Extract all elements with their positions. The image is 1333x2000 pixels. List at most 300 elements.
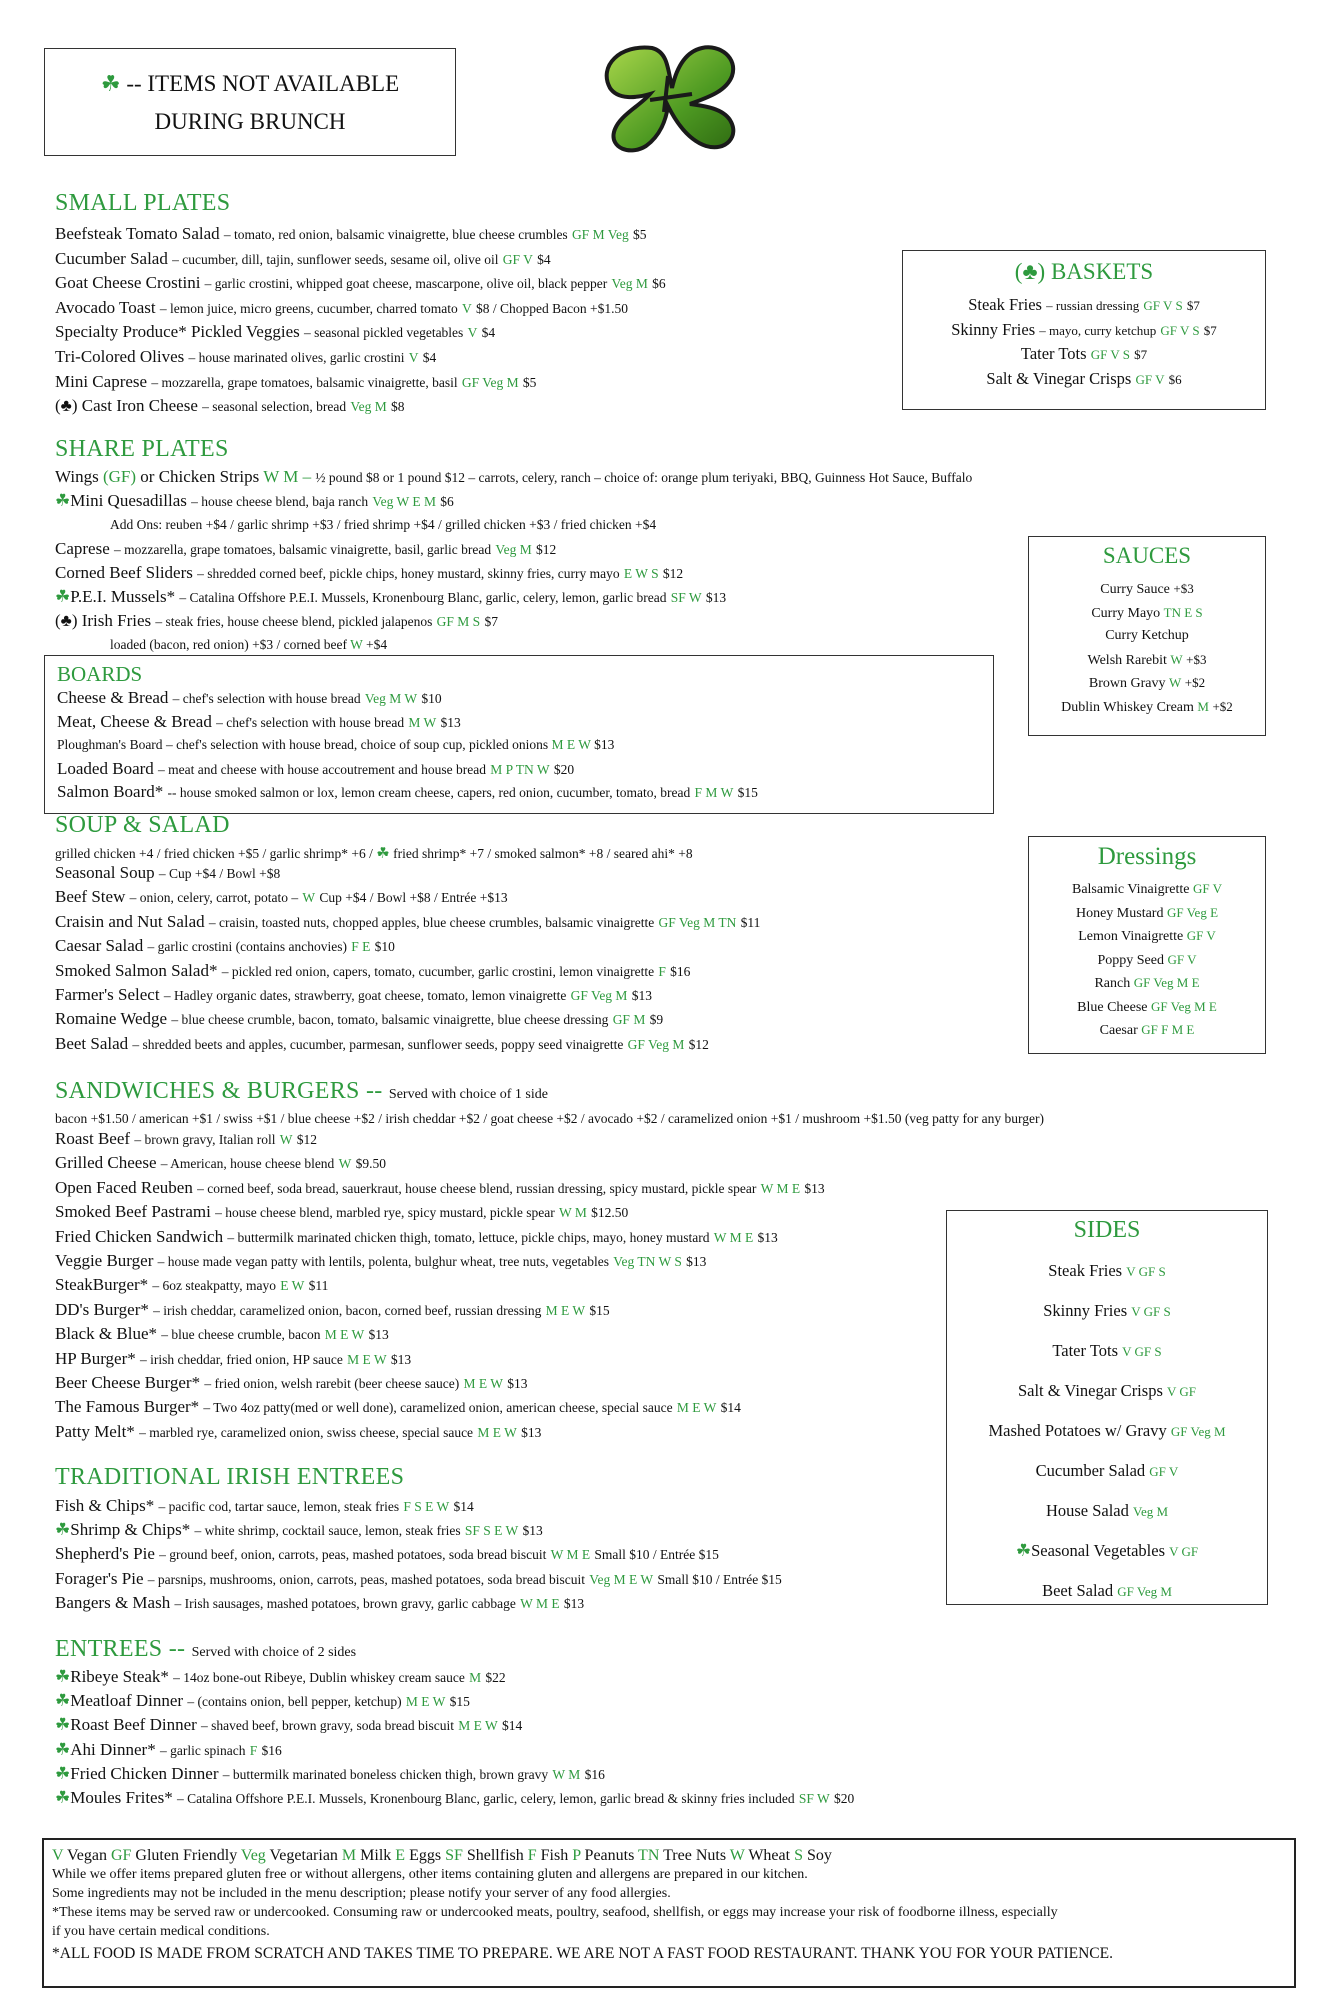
item-name: Caprese (55, 539, 110, 558)
item-price: +$3 (1173, 581, 1194, 596)
shamrock-icon: ☘ (55, 1788, 71, 1807)
menu-item (55, 248, 551, 271)
menu-item (55, 223, 646, 246)
allergen-tags: E W S (623, 566, 659, 581)
legend-label: Soy (806, 1847, 832, 1864)
item-name: Tater Tots (1052, 1341, 1119, 1360)
menu-item (55, 321, 495, 344)
legend-code: GF (110, 1847, 132, 1864)
item-name: Welsh Rarebit (1087, 652, 1167, 668)
item-description: – craisin, toasted nuts, chopped apples, blue cheese crumbles, balsamic vinaigrette (208, 914, 655, 930)
item-price: $8 / Chopped Bacon +$1.50 (475, 300, 628, 316)
item-name: Corned Beef Sliders (55, 563, 193, 582)
shamrock-icon: ☘ (100, 71, 121, 96)
shamrock-icon: ☘ (55, 1691, 71, 1711)
menu-item (55, 1666, 506, 1689)
allergen-tags: Veg M (611, 276, 648, 292)
item-name: Ranch (1094, 976, 1131, 991)
item-price: $15 (737, 785, 758, 800)
item-description: – garlic crostini, whipped goat cheese, mascarpone, olive oil, black pepper (204, 276, 608, 292)
item-description: – 6oz steakpatty, mayo (152, 1278, 277, 1294)
allergen-tags: SF W (798, 1791, 830, 1806)
allergen-tags: M E W (458, 1718, 498, 1734)
item-name: Salt & Vinegar Crisps (986, 368, 1132, 388)
item-price: +$4 (366, 637, 388, 652)
legend-label: Tree Nuts (663, 1847, 727, 1864)
menu-item (55, 1274, 328, 1297)
menu-item (55, 272, 666, 295)
item-description: – pickled red onion, capers, tomato, cucumber, garlic crostini, lemon vinaigrette (221, 963, 655, 979)
item-name: Veggie Burger (55, 1251, 154, 1270)
menu-item (55, 297, 628, 320)
item-name: Wings (55, 467, 99, 486)
item-price: $12 (535, 542, 557, 557)
item-name: Forager's Pie (55, 1568, 144, 1588)
item-name: Tater Tots (1020, 344, 1087, 363)
allergen-tags: V GF S (1126, 1264, 1166, 1279)
allergen-tags: GF V (502, 251, 533, 267)
menu-item (57, 711, 461, 734)
item-description: – Catalina Offshore P.E.I. Mussels, Kronenbourg Blanc, garlic, celery, lemon, garlic bread (179, 590, 667, 605)
item-price: $10 (374, 939, 395, 955)
item-price: $7 (1186, 298, 1200, 313)
legend-note: if you have certain medical conditions. (52, 1924, 270, 1939)
item-name: Roast Beef Dinner (70, 1715, 197, 1735)
boards-box (44, 655, 994, 814)
entrees-title: ENTREES -- Served with choice of 2 sides (55, 1636, 357, 1662)
item-description: – Irish sausages, mashed potatoes, brown gravy, garlic cabbage (174, 1595, 516, 1611)
item-name: (♣) Irish Fries (55, 611, 152, 630)
menu-item (55, 1177, 825, 1200)
brunch-notice-line2: DURING BRUNCH (154, 109, 346, 134)
legend-label: Peanuts (584, 1847, 635, 1864)
allergen-tags: GF Veg M TN (658, 914, 737, 930)
menu-item (57, 734, 614, 756)
allergen-tags: GF Veg M E (1133, 975, 1200, 990)
legend-code: P (572, 1847, 581, 1864)
item-name: Beet Salad (55, 1033, 129, 1053)
allergen-tags: GF Veg M (627, 1036, 685, 1052)
menu-item (55, 395, 404, 418)
allergen-tags: GF V S (1143, 298, 1183, 313)
menu-item (55, 886, 508, 909)
menu-item (55, 562, 683, 585)
item-price: $13 (686, 1254, 707, 1269)
allergen-tags: GF M S (436, 614, 481, 629)
item-price: +$3 (1186, 651, 1207, 667)
item-name: Curry Sauce (1100, 582, 1170, 597)
box-item (947, 1301, 1267, 1321)
item-name: House Salad (1045, 1501, 1129, 1520)
sandwiches-title: SANDWICHES & BURGERS -- Served with choice of 1 side (55, 1078, 548, 1104)
item-price: $11 (740, 914, 761, 930)
item-description: – meat and cheese with house accoutrement and house bread (158, 761, 487, 777)
item-price: Small $10 / Entrée $15 (657, 1571, 782, 1587)
allergen-tags: Veg M (495, 542, 532, 557)
allergen-tags: Veg M (1133, 1504, 1169, 1519)
allergen-tags: W (1168, 675, 1182, 690)
allergen-tags: GF V (1186, 928, 1216, 943)
item-name: (♣) Cast Iron Cheese (55, 396, 198, 416)
item-name: Cucumber Salad (1035, 1461, 1146, 1480)
allergen-tags: GF Veg M (570, 988, 628, 1003)
item-description: – irish cheddar, fried onion, HP sauce (140, 1351, 343, 1367)
sides-title: SIDES (1073, 1217, 1141, 1243)
addons-text: loaded (bacon, red onion) +$3 / corned beef (110, 637, 348, 652)
item-price: $13 (507, 1376, 528, 1391)
item-description: – marbled rye, caramelized onion, swiss cheese, special sauce (139, 1424, 474, 1440)
item-name: Salmon Board* (57, 782, 164, 801)
menu-item (55, 960, 690, 983)
legend-note: While we offer items prepared gluten free or without allergens, other items containing gluten and allergens are prepared in our kitchen. (52, 1867, 808, 1882)
menu-item (55, 911, 760, 934)
item-name: Shepherd's Pie (55, 1544, 155, 1564)
item-name: Goat Cheese Crostini (55, 273, 201, 293)
allergen-legend (42, 1838, 1296, 1988)
allergen-tags: V (408, 350, 419, 365)
item-description: – American, house cheese blend (160, 1156, 335, 1172)
legend-label: Wheat (748, 1847, 791, 1864)
item-name: Patty Melt* (55, 1421, 135, 1441)
item-price: +$2 (1184, 675, 1206, 690)
allergen-tags: Veg M (350, 399, 387, 415)
allergen-tags: F (658, 963, 666, 979)
allergen-tags: W M (552, 1766, 581, 1782)
allergen-tags: M (469, 1670, 482, 1685)
legend-note: Some ingredients may not be included in the menu description; please notify your server of any food allergies. (52, 1886, 671, 1901)
item-name: Brown Gravy (1088, 676, 1166, 691)
allergen-tags: V GF (1169, 1544, 1199, 1559)
menu-item (55, 1128, 317, 1151)
item-name: Beef Stew (55, 887, 126, 907)
item-price: $13 (440, 714, 461, 730)
allergen-tags: M E W (545, 1302, 586, 1318)
baskets-box (902, 250, 1266, 410)
box-item (1029, 975, 1265, 992)
box-item (1029, 881, 1265, 898)
allergen-tags: GF Veg M (1170, 1424, 1226, 1439)
allergen-tags: W M E (713, 1229, 754, 1245)
item-description: – blue cheese crumble, bacon (161, 1327, 321, 1343)
allergen-tags: Veg M W (364, 691, 418, 706)
legend-label: Shellfish (466, 1847, 524, 1864)
item-price: $13 (521, 1424, 542, 1440)
allergen-tags: GF M (612, 1012, 646, 1028)
menu-item (110, 514, 656, 536)
item-name: Honey Mustard (1075, 905, 1164, 921)
menu-item (57, 781, 758, 804)
item-name: Farmer's Select (55, 985, 160, 1004)
allergen-tags: SF S E W (464, 1523, 519, 1539)
menu-item (55, 1592, 584, 1615)
item-description: – shredded corned beef, pickle chips, honey mustard, skinny fries, curry mayo (197, 566, 620, 581)
item-name: Caesar (1099, 1023, 1138, 1038)
allergen-tags: M E W (477, 1424, 517, 1440)
item-description: – mozzarella, grape tomatoes, balsamic vinaigrette, basil (151, 374, 458, 390)
menu-item (55, 1348, 411, 1371)
item-description: – seasonal selection, bread (202, 399, 347, 415)
item-description: – corned beef, soda bread, sauerkraut, house cheese blend, russian dressing, spicy mustard, pickle spear (197, 1180, 757, 1196)
item-name: Smoked Beef Pastrami (55, 1202, 211, 1222)
box-item (1029, 999, 1265, 1016)
item-description: – house cheese blend, baja ranch (191, 494, 369, 509)
item-name: Beefsteak Tomato Salad (55, 224, 220, 243)
allergen-tags: M E W (324, 1327, 365, 1343)
item-price: $13 (804, 1180, 825, 1196)
legend-label: Vegetarian (269, 1847, 338, 1864)
item-description: – parsnips, mushrooms, onion, carrots, peas, mashed potatoes, soda bread biscuit (147, 1571, 585, 1587)
item-description: – shredded beets and apples, cucumber, parmesan, sunflower seeds, poppy seed vinaigrette (132, 1036, 624, 1052)
item-name: Ahi Dinner* (70, 1739, 156, 1759)
item-price: $8 (390, 399, 405, 415)
item-name: Curry Ketchup (1105, 628, 1189, 643)
menu-item (55, 346, 436, 369)
item-price: $10 (421, 691, 442, 706)
item-description: – buttermilk marinated chicken thigh, tomato, lettuce, pickle chips, mayo, honey mustard (227, 1229, 710, 1245)
item-price: $12.50 (591, 1205, 629, 1221)
item-name: Specialty Produce* Pickled Veggies (55, 322, 300, 342)
allergen-tags: TN E S (1163, 604, 1203, 620)
box-item (947, 1341, 1267, 1361)
legend-code: E (395, 1847, 406, 1864)
item-price: $12 (688, 1036, 709, 1052)
menu-item (55, 1372, 527, 1395)
item-name: HP Burger* (55, 1348, 136, 1368)
addons-text: Add Ons: reuben +$4 / garlic shrimp +$3 / fried shrimp +$4 / grilled chicken +$3 / fried chicken +$4 (110, 517, 657, 532)
menu-item (55, 1323, 389, 1346)
menu-item (55, 538, 556, 561)
item-name: Cucumber Salad (55, 248, 168, 268)
item-description: – Cup +$4 / Bowl +$8 (158, 866, 281, 881)
allergen-tags: F M W (694, 785, 734, 800)
item-name: Tri-Colored Olives (55, 347, 185, 366)
item-description: – chef's selection with house bread (172, 691, 361, 706)
item-name: Mini Quesadillas (70, 491, 187, 510)
allergen-tags: W M (558, 1205, 587, 1221)
shamrock-icon: ☘ (376, 846, 390, 862)
item-price: $9 (649, 1012, 664, 1028)
item-price: $13 (705, 590, 727, 605)
shamrock-icon: ☘ (55, 1739, 71, 1759)
menu-item (55, 862, 280, 885)
legend-keys (52, 1846, 1286, 1865)
menu-item (55, 1008, 663, 1031)
menu-item (55, 1714, 522, 1737)
item-price: $20 (833, 1791, 855, 1806)
shamrock-icon: ☘ (55, 1667, 71, 1686)
box-item (903, 344, 1265, 364)
item-name: Ribeye Steak* (70, 1667, 169, 1686)
allergen-tags: V GF (1167, 1384, 1197, 1399)
box-item (947, 1501, 1267, 1521)
allergen-tags: Veg M E W (589, 1571, 654, 1587)
item-price: $9.50 (355, 1156, 386, 1172)
item-price: $5 (522, 374, 537, 390)
allergen-tags: W M E (520, 1595, 560, 1611)
item-description: – house made vegan patty with lentils, polenta, bulghur wheat, tree nuts, vegetables (157, 1254, 609, 1269)
item-price: $14 (501, 1718, 523, 1734)
item-description: – mayo, curry ketchup (1039, 322, 1157, 338)
box-item (1029, 928, 1265, 945)
item-description: – white shrimp, cocktail sauce, lemon, steak fries (194, 1523, 461, 1539)
item-description: – ground beef, onion, carrots, peas, mashed potatoes, soda bread biscuit (159, 1547, 547, 1563)
item-description: – Catalina Offshore P.E.I. Mussels, Kronenbourg Blanc, garlic, celery, lemon, garlic bread & skinny fries included (176, 1791, 795, 1806)
shamrock-icon: ☘ (55, 491, 71, 510)
allergen-tags: M E W (347, 1351, 387, 1367)
shamrock-icon: ☘ (55, 1715, 71, 1735)
allergen-tags: V (461, 300, 472, 316)
allergen-tags: M P TN W (490, 761, 550, 777)
allergen-tags: W (302, 890, 316, 906)
item-name: Dublin Whiskey Cream (1061, 699, 1194, 715)
item-name: Balsamic Vinaigrette (1071, 882, 1190, 897)
allergen-tags: GF F M E (1141, 1022, 1195, 1037)
menu-item (55, 1690, 470, 1713)
box-item (947, 1461, 1267, 1481)
box-item (1029, 699, 1265, 716)
menu-item (110, 634, 387, 656)
allergen-tags: SF W (670, 590, 702, 605)
small-plates-title: SMALL PLATES (55, 190, 231, 216)
menu-item (55, 1396, 741, 1419)
legend-label: Vegan (66, 1847, 107, 1864)
item-price: $6 (440, 494, 454, 509)
item-price: $4 (537, 251, 551, 267)
legend-label: Gluten Friendly (135, 1847, 238, 1864)
shamrock-icon: ☘ (1015, 1541, 1032, 1560)
box-item (903, 295, 1265, 315)
item-name: Ploughman's Board (57, 737, 163, 752)
dressings-box (1028, 836, 1266, 1054)
item-description: – irish cheddar, caramelized onion, bacon, corned beef, russian dressing (153, 1302, 542, 1318)
item-price: $13 (563, 1595, 585, 1611)
item-price: $11 (308, 1278, 329, 1294)
allergen-tags: GF V S (1160, 322, 1200, 338)
allergen-tags: M E W (463, 1376, 503, 1391)
item-name: Craisin and Nut Salad (55, 911, 205, 931)
item-name: Lemon Vinaigrette (1078, 929, 1184, 944)
item-name: Moules Frites* (70, 1788, 173, 1807)
item-name: Skinny Fries (1043, 1301, 1128, 1320)
item-price: $16 (670, 963, 691, 979)
allergen-tags: GF V (1167, 951, 1197, 967)
item-price: $7 (1203, 322, 1217, 338)
item-price: $4 (422, 350, 437, 365)
legend-code: M (341, 1847, 357, 1864)
item-price: $13 (522, 1523, 543, 1539)
box-item (947, 1581, 1267, 1601)
item-description: – fried onion, welsh rarebit (beer cheese sauce) (204, 1376, 460, 1391)
item-description: – tomato, red onion, balsamic vinaigrette, blue cheese crumbles (223, 227, 568, 242)
boards-title: BOARDS (57, 662, 143, 686)
item-description: – lemon juice, micro greens, cucumber, charred tomato (159, 300, 458, 316)
menu-item (55, 371, 536, 394)
allergen-tags: Veg W E M (372, 494, 436, 509)
item-name: Poppy Seed (1097, 952, 1164, 968)
allergen-tags: M E W (405, 1694, 446, 1710)
item-description: – seasonal pickled vegetables (303, 325, 464, 341)
item-name: P.E.I. Mussels* (70, 587, 176, 606)
item-price: $7 (1134, 347, 1148, 362)
dressings-title: Dressings (1097, 843, 1197, 870)
menu-item (55, 1495, 474, 1518)
allergen-tags: V GF S (1122, 1344, 1162, 1359)
brunch-notice-box (44, 48, 456, 156)
item-price: $16 (584, 1766, 605, 1782)
allergen-tags: W (279, 1132, 293, 1147)
menu-item (55, 1519, 543, 1542)
allergen-tags: M (1197, 698, 1209, 714)
shamrock-icon: ☘ (55, 1520, 71, 1540)
share-plates-title: SHARE PLATES (55, 436, 229, 462)
allergen-tags: W (338, 1156, 352, 1172)
item-price: $13 (594, 737, 615, 752)
item-name: Meat, Cheese & Bread (57, 711, 212, 731)
item-description: – cucumber, dill, tajin, sunflower seeds, sesame oil, olive oil (172, 251, 499, 267)
item-price: $15 (449, 1694, 470, 1710)
item-description: – shaved beef, brown gravy, soda bread biscuit (201, 1718, 454, 1734)
box-item (1029, 581, 1265, 598)
menu-item (55, 466, 972, 489)
item-price: $13 (368, 1327, 389, 1343)
legend-note: *These items may be served raw or undercooked. Consuming raw or undercooked meats, poultry, seafood, shellfish, or eggs may increase your risk of foodborne illness, especially (52, 1905, 1058, 1920)
allergen-tags: E W (280, 1278, 305, 1294)
item-price: $6 (652, 276, 666, 292)
box-item (1029, 1022, 1265, 1039)
item-description: – Two 4oz patty(med or well done), caramelized onion, american cheese, special sauce (203, 1400, 673, 1416)
item-price: $13 (390, 1351, 412, 1367)
shamrock-icon: ☘ (55, 587, 71, 606)
menu-item (55, 586, 726, 609)
item-name: Seasonal Soup (55, 863, 155, 882)
item-name: Caesar Salad (55, 936, 144, 956)
box-item (1029, 952, 1265, 969)
item-name: Steak Fries (1048, 1261, 1123, 1280)
item-name: Avocado Toast (55, 297, 156, 317)
sauces-title: SAUCES (1102, 543, 1192, 568)
menu-item (55, 490, 454, 513)
box-item (1029, 675, 1265, 692)
item-price: Cup +$4 / Bowl +$8 / Entrée +$13 (319, 890, 508, 906)
item-description: – house cheese blend, marbled rye, spicy mustard, pickle spear (215, 1205, 555, 1221)
legend-code: V (52, 1847, 64, 1864)
sandwiches-addons: bacon +$1.50 / american +$1 / swiss +$1 / blue cheese +$2 / irish cheddar +$2 / goat cheese +$2 / avocado +$2 / caramelized onion +$1 / mushroom +$1.50 (veg patty for any burger) (55, 1111, 1045, 1126)
legend-code: S (794, 1847, 803, 1864)
menu-item (55, 1152, 386, 1175)
allergen-tags: GF V S (1090, 347, 1130, 362)
shamrock-logo-icon (580, 36, 760, 158)
item-price: $13 (757, 1229, 778, 1245)
item-description: – chef's selection with house bread (216, 714, 405, 730)
legend-code: SF (445, 1847, 463, 1864)
box-item (1029, 905, 1265, 922)
legend-note: *ALL FOOD IS MADE FROM SCRATCH AND TAKES TIME TO PREPARE. WE ARE NOT A FAST FOOD RESTAURANT. THANK YOU FOR YOUR PATIENCE. (52, 1945, 1113, 1962)
allergen-tags: GF Veg M (461, 374, 519, 390)
item-price: $15 (589, 1302, 610, 1318)
allergen-tags: F (249, 1742, 258, 1758)
legend-label: Eggs (409, 1847, 442, 1864)
allergen-tags: W M E (760, 1180, 801, 1196)
item-name: Fried Chicken Sandwich (55, 1226, 224, 1246)
item-name: Curry Mayo (1091, 605, 1161, 621)
allergen-tags: W (1170, 651, 1183, 667)
legend-label: Fish (540, 1847, 569, 1864)
item-description: – (contains onion, bell pepper, ketchup) (187, 1694, 402, 1710)
item-name: Blue Cheese (1077, 999, 1148, 1015)
item-name: or Chicken Strips (140, 467, 260, 486)
menu-item (57, 758, 574, 781)
box-item (1029, 628, 1265, 644)
